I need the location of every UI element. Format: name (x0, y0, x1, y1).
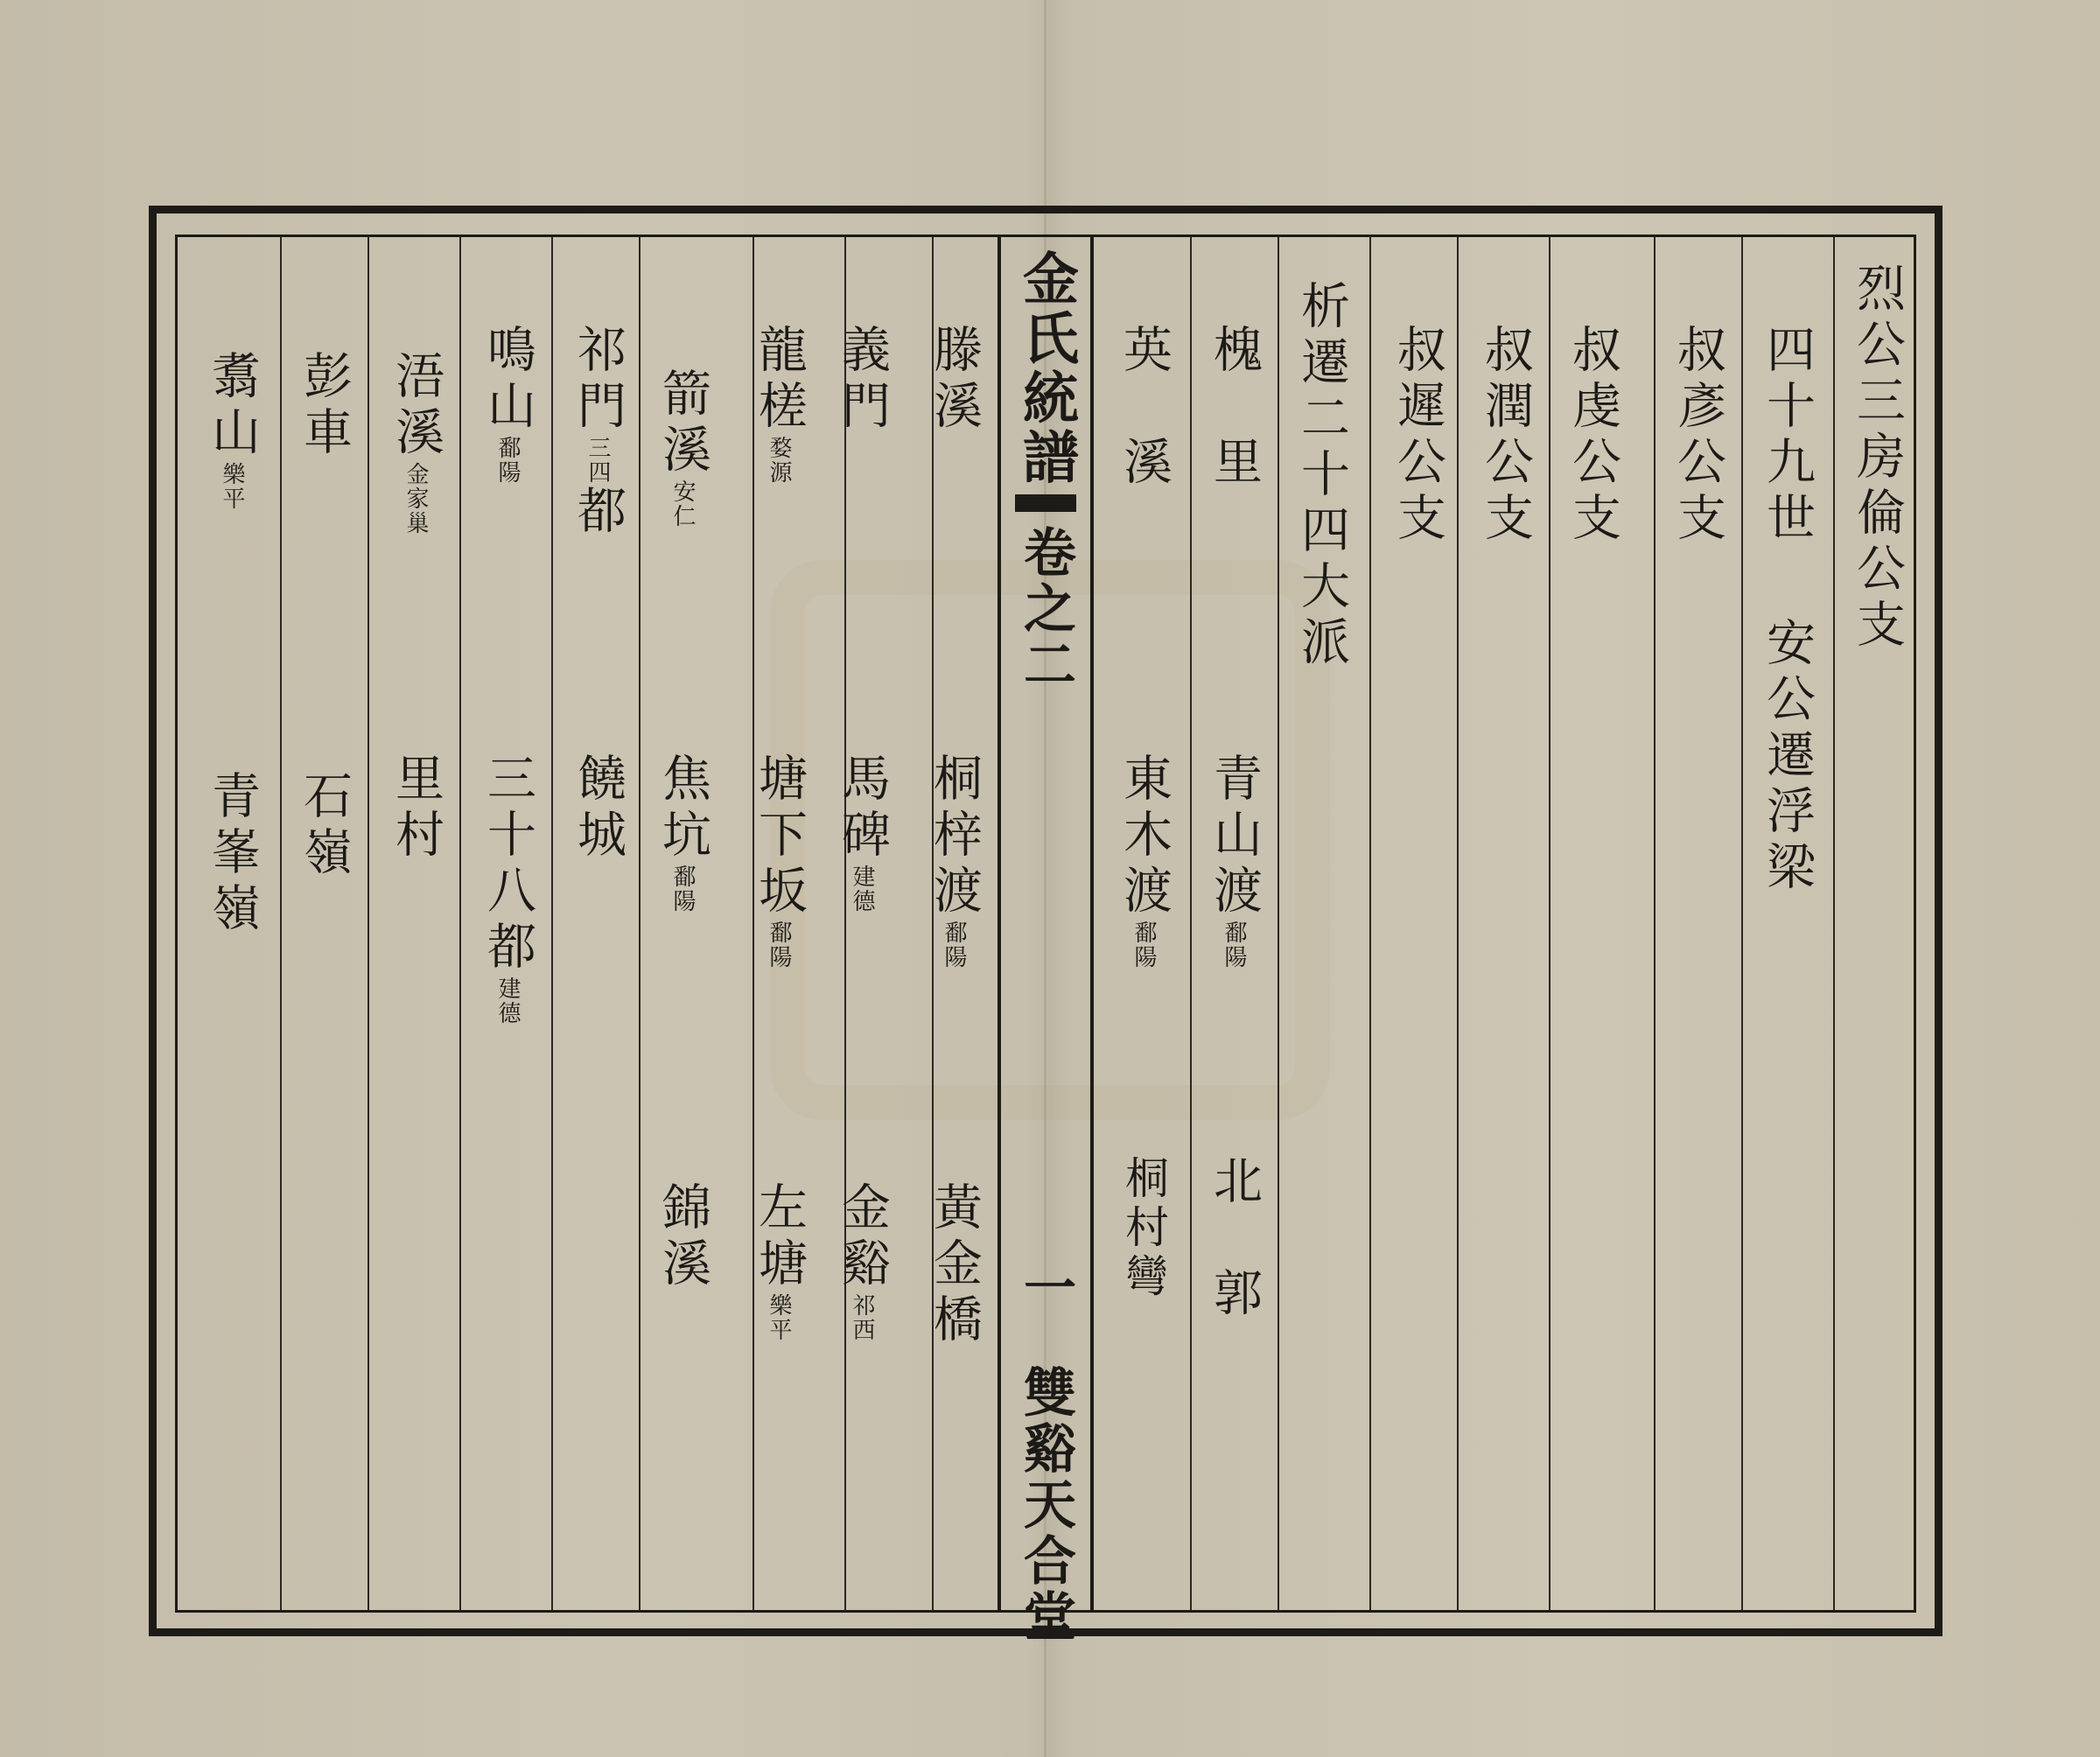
column-rule (368, 237, 369, 1610)
generation-label: 四十九世 (1759, 324, 1816, 548)
place-entry: 石嶺 (296, 770, 353, 882)
place-entry: 馬碑建德 (834, 752, 891, 914)
fish-tail-mark (1015, 494, 1076, 512)
place-entry: 桐梓渡鄱陽 (926, 752, 983, 970)
section-heading: 析遷二十四大派 (1293, 280, 1350, 672)
column-rule (551, 237, 553, 1610)
book-title: 金氏統譜 (1013, 249, 1079, 487)
place-entry: 英 溪 (1116, 324, 1172, 492)
place-entry: 里村 (388, 752, 444, 864)
place-entry: 彭車 (296, 350, 353, 462)
place-entry: 浯溪金家巢 (388, 350, 444, 536)
column-rule (280, 237, 282, 1610)
column-rule (1457, 237, 1459, 1610)
volume-number: 卷之二 (1015, 525, 1076, 693)
place-entry: 三十八都建德 (480, 752, 536, 1026)
column-rule (1549, 237, 1550, 1610)
place-entry: 青山渡鄱陽 (1206, 752, 1263, 970)
branch-entry: 叔遲公支 (1390, 324, 1446, 548)
place-entry: 北 郭 (1206, 1155, 1263, 1323)
branch-entry: 叔潤公支 (1477, 324, 1534, 548)
column-rule (459, 237, 461, 1610)
place-entry: 塘下坂鄱陽 (751, 752, 808, 970)
branch-entry: 叔虔公支 (1564, 324, 1621, 548)
place-entry: 焦坑鄱陽 (654, 752, 711, 914)
place-entry: 槐 里 (1206, 324, 1263, 492)
migration-note: 安公遷浮梁 (1759, 617, 1816, 897)
place-entry: 黃金橋 (926, 1181, 983, 1349)
branch-entry: 叔彥公支 (1670, 324, 1726, 548)
place-entry: 翥山樂平 (204, 350, 261, 511)
place-entry: 金谿祁西 (834, 1181, 891, 1342)
heading-column: 烈公三房倫公支 (1849, 262, 1906, 654)
column-rule (639, 237, 640, 1610)
place-entry: 東木渡鄱陽 (1116, 752, 1172, 970)
place-entry: 左塘樂平 (751, 1181, 808, 1342)
place-entry: 義門 (834, 324, 891, 436)
place-entry: 饒城 (570, 752, 626, 864)
column-rule (844, 237, 846, 1610)
publisher-name: 雙谿天合堂 (1015, 1365, 1076, 1645)
place-entry: 箭溪安仁 (654, 368, 711, 528)
page-number: 一 (1015, 1260, 1076, 1316)
column-rule (1833, 237, 1835, 1610)
column-rule (1741, 237, 1743, 1610)
place-entry: 滕溪 (926, 324, 983, 436)
place-entry: 錦溪 (654, 1181, 711, 1293)
place-entry: 祁門三四都 (570, 324, 626, 541)
place-entry: 桐村彎 (1118, 1155, 1169, 1302)
column-rule (1278, 237, 1279, 1610)
column-rule (1369, 237, 1371, 1610)
place-entry: 鳴山鄱陽 (480, 324, 536, 485)
column-rule (1190, 237, 1192, 1610)
column-rule (1654, 237, 1656, 1610)
place-entry: 龍槎婺源 (751, 324, 808, 485)
place-entry: 青峯嶺 (204, 770, 261, 938)
